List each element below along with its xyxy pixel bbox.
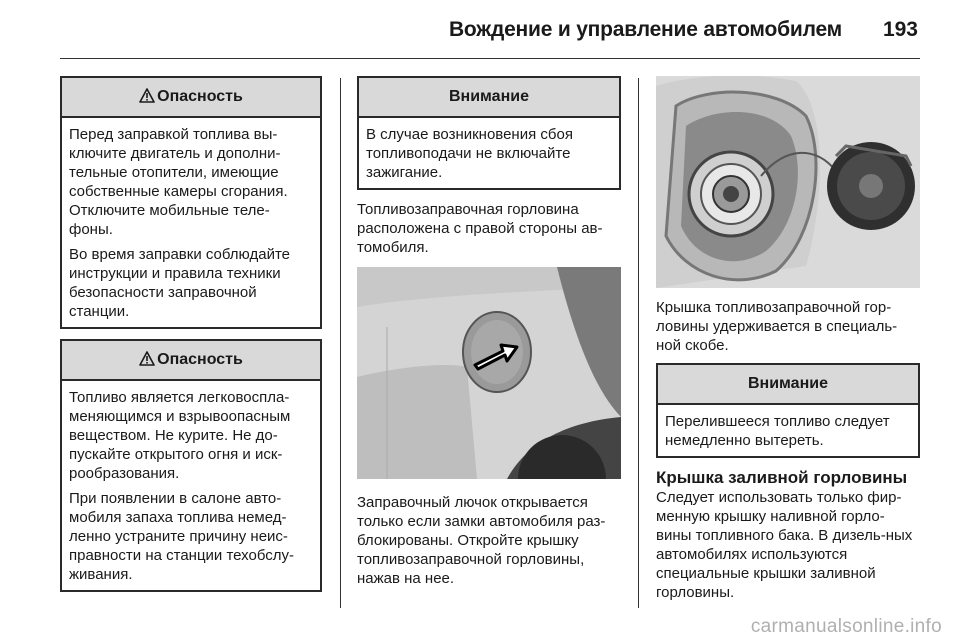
section-title: Вождение и управление автомобилем — [448, 18, 842, 41]
warning-triangle-icon — [139, 351, 155, 366]
column-divider — [340, 78, 341, 608]
danger-text: Топливо является легковоспла-меняющимся и взрывоопасным веществом. Не курите. Не до-пускайте открытого огня и иск-рообразования. — [69, 389, 291, 482]
danger-box — [60, 339, 322, 592]
danger-text: Перед заправкой топлива вы-ключите двигатель и дополни-тельные отопители, имеющие собственные камеры сгорания. Отключите мобильные теле-фоны. — [69, 126, 288, 238]
column-divider — [638, 78, 639, 608]
danger-text: При появлении в салоне авто-мобиля запаха топлива немед-ленно устраните причину неис-правности на станции техобслу-живания. — [69, 490, 295, 583]
danger-text: Во время заправки соблюдайте инструкции и правила техники безопасности заправочной станции. — [69, 246, 290, 320]
fuel-flap-image — [357, 267, 621, 479]
notice-box — [656, 363, 920, 458]
notice-heading: Внимание — [658, 365, 918, 405]
page-number: 193 — [882, 18, 918, 41]
column-3 — [656, 76, 920, 610]
fuel-cap-usage-text: Следует использовать только фир-менную крышку наливной горло-вины топливного бака. В дизель-ных автомобилях используются специальные крышки заливной горловины. — [656, 489, 913, 601]
notice-text: Перелившееся топливо следует немедленно вытереть. — [665, 413, 890, 449]
danger-heading: Опасность — [157, 351, 243, 368]
danger-heading: Опасность — [157, 88, 243, 105]
fuel-filler-location-text: Топливозаправочная горловина расположена с правой стороны ав-томобиля. — [357, 201, 603, 256]
fuel-flap-illustration — [357, 267, 621, 479]
watermark: carmanualsonline.info — [750, 616, 942, 637]
notice-text: В случае возникновения сбоя топливоподачи не включайте зажигание. — [366, 126, 573, 181]
fuel-cap-image — [656, 76, 920, 288]
notice-heading: Внимание — [359, 78, 619, 118]
fuel-flap-open-text: Заправочный лючок открывается только если замки автомобиля раз-блокированы. Откройте крышку топливозаправочной горловины, нажав на нее. — [357, 494, 606, 587]
column-1 — [60, 76, 322, 602]
danger-box — [60, 76, 322, 329]
page-header — [0, 18, 960, 46]
fuel-cap-holder-text: Крышка топливозаправочной гор-ловины удерживается в специаль-ной скобе. — [656, 299, 898, 354]
fuel-cap-subheading: Крышка заливной горловины — [656, 468, 908, 487]
header-rule — [60, 58, 920, 59]
notice-box — [357, 76, 621, 190]
column-2 — [357, 76, 621, 596]
warning-triangle-icon — [139, 88, 155, 103]
fuel-cap-illustration — [656, 76, 920, 288]
